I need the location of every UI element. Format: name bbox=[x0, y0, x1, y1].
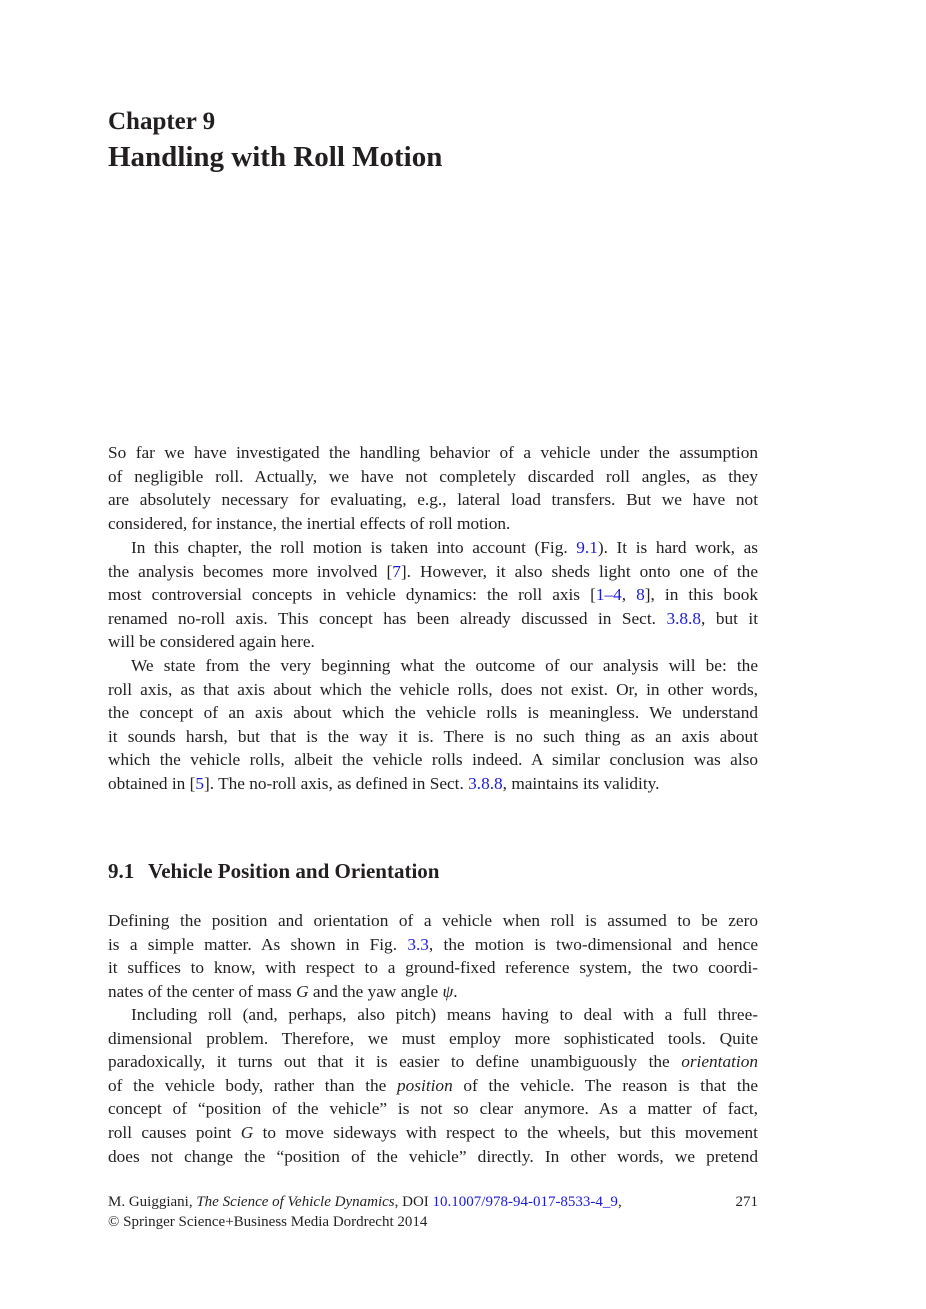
doi-link[interactable]: 10.1007/978-94-017-8533-4_9 bbox=[432, 1194, 618, 1210]
text-line: are absolutely necessary for evaluating, e.g., lateral load transfers. But we have not bbox=[108, 490, 758, 510]
citation-link[interactable]: 8 bbox=[636, 585, 645, 605]
text-line: which the vehicle rolls, albeit the vehicle rolls indeed. A similar conclusion was also bbox=[108, 750, 758, 770]
emphasis: position bbox=[397, 1075, 453, 1095]
text-line: is a simple matter. As shown in Fig. 3.3, the motion is two-dimensional and hence bbox=[108, 934, 758, 954]
text-line: roll axis, as that axis about which the vehicle rolls, does not exist. Or, in other words, bbox=[108, 679, 758, 699]
text-line: So far we have investigated the handling behavior of a vehicle under the assumption bbox=[108, 443, 758, 462]
intro-paragraph-2 bbox=[108, 536, 758, 654]
section-paragraph-2 bbox=[108, 1003, 758, 1168]
text-line: most controversial concepts in vehicle dynamics: the roll axis [1–4, 8], in this book bbox=[108, 585, 758, 605]
text-line: nates of the center of mass G and the yaw angle ψ. bbox=[108, 981, 458, 1001]
text-line: We state from the very beginning what the outcome of our analysis will be: the bbox=[131, 656, 758, 675]
text-line: Including roll (and, perhaps, also pitch) means having to deal with a full three- bbox=[131, 1005, 758, 1024]
math-symbol: G bbox=[296, 981, 309, 1001]
chapter-title: Handling with Roll Motion bbox=[108, 141, 443, 173]
math-symbol: G bbox=[240, 1122, 254, 1142]
text-line: paradoxically, it turns out that it is easier to define unambiguously the orientation bbox=[108, 1052, 758, 1072]
text-line: of the vehicle body, rather than the position of the vehicle. The reason is that the bbox=[108, 1075, 759, 1095]
text-line: does not change the “position of the vehicle” directly. In other words, we pretend bbox=[108, 1146, 758, 1166]
intro-paragraph-3 bbox=[108, 654, 758, 796]
text-line: obtained in [5]. The no-roll axis, as defined in Sect. 3.8.8, maintains its validity. bbox=[108, 773, 660, 793]
citation-text: M. Guiggiani, The Science of Vehicle Dynamics, DOI 10.1007/978-94-017-8533-4_9, bbox=[108, 1194, 622, 1210]
text-line: the concept of an axis about which the vehicle rolls is meaningless. We understand bbox=[108, 703, 758, 723]
figure-ref-link[interactable]: 3.3 bbox=[407, 934, 429, 954]
page-number: 271 bbox=[735, 1194, 758, 1210]
math-symbol: ψ bbox=[442, 981, 454, 1001]
book-title: The Science of Vehicle Dynamics bbox=[196, 1194, 395, 1210]
text-line: Defining the position and orientation of a vehicle when roll is assumed to be zero bbox=[108, 911, 758, 930]
citation-link[interactable]: 1–4 bbox=[595, 585, 622, 605]
emphasis: orientation bbox=[681, 1052, 758, 1072]
section-title: Vehicle Position and Orientation bbox=[148, 859, 440, 883]
intro-paragraph-1 bbox=[108, 441, 758, 535]
section-paragraph-1 bbox=[108, 909, 758, 1003]
text-line: renamed no-roll axis. This concept has been already discussed in Sect. 3.8.8, but it bbox=[108, 608, 758, 628]
text-line: concept of “position of the vehicle” is not so clear anymore. As a matter of fact, bbox=[108, 1099, 758, 1119]
figure-ref-link[interactable]: 9.1 bbox=[576, 538, 598, 557]
text-line: considered, for instance, the inertial effects of roll motion. bbox=[108, 513, 511, 533]
section-ref-link[interactable]: 3.8.8 bbox=[468, 773, 503, 793]
citation-link[interactable]: 7 bbox=[392, 561, 401, 581]
text-line: will be considered again here. bbox=[108, 632, 315, 652]
chapter-label: Chapter 9 bbox=[108, 108, 216, 135]
text-line: it sounds harsh, but that is the way it is. There is no such thing as an axis about bbox=[108, 726, 758, 746]
text-line: it suffices to know, with respect to a ground-fixed reference system, the two coordi- bbox=[108, 958, 758, 978]
text-line: roll causes point G to move sideways with respect to the wheels, but this movement bbox=[108, 1122, 758, 1142]
text-line: of negligible roll. Actually, we have not completely discarded roll angles, as they bbox=[108, 466, 758, 486]
section-number: 9.1 bbox=[108, 859, 135, 883]
section-ref-link[interactable]: 3.8.8 bbox=[666, 608, 702, 628]
text-line: In this chapter, the roll motion is taken into account (Fig. 9.1). It is hard work, as bbox=[131, 538, 758, 557]
citation-link[interactable]: 5 bbox=[195, 773, 204, 793]
section-heading bbox=[108, 858, 440, 884]
text-line: dimensional problem. Therefore, we must employ more sophisticated tools. Quite bbox=[108, 1028, 758, 1048]
copyright: © Springer Science+Business Media Dordrecht 2014 bbox=[108, 1214, 428, 1230]
citation-row bbox=[108, 1192, 758, 1212]
text-line: the analysis becomes more involved [7]. However, it also sheds light onto one of the bbox=[108, 561, 758, 581]
page-footer bbox=[108, 1192, 758, 1232]
